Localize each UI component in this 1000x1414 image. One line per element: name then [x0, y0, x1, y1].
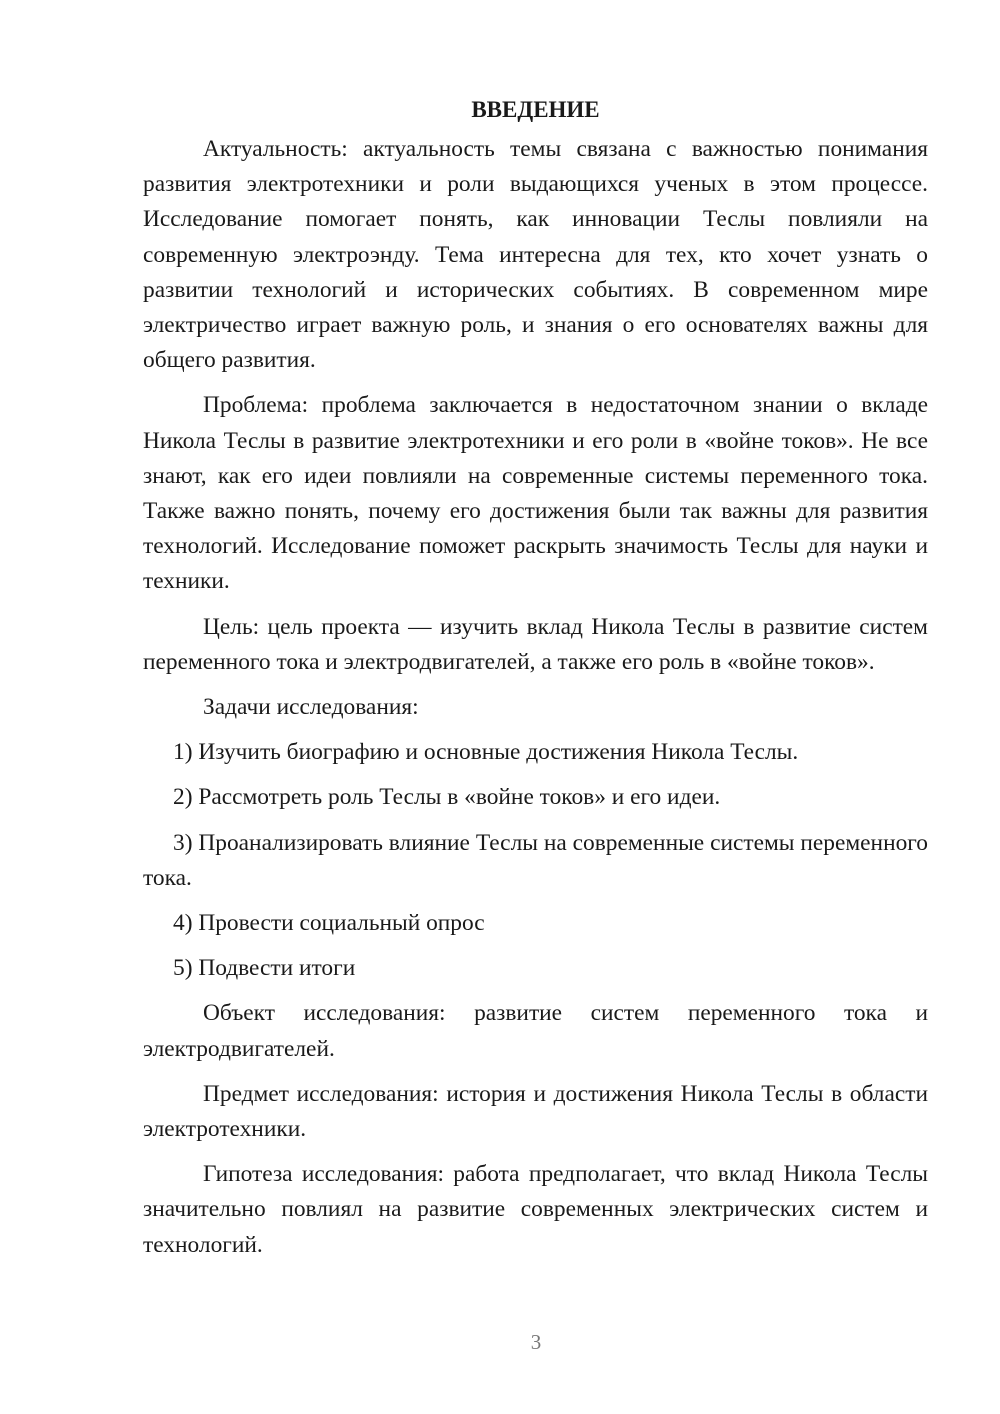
task-item-3: 3) Проанализировать влияние Теслы на современные системы переменного тока. — [143, 829, 928, 891]
task-item-5: 5) Подвести итоги — [173, 955, 356, 982]
task-item-1: 1) Изучить биографию и основные достижения Никола Теслы. — [173, 739, 799, 766]
section-title: ВВЕДЕНИЕ — [471, 97, 600, 122]
object-paragraph: Объект исследования: развитие систем переменного тока и электродвигателей. — [143, 1000, 928, 1062]
task-item-2: 2) Рассмотреть роль Теслы в «войне токов» и его идеи. — [173, 784, 721, 811]
problem-paragraph: Проблема: проблема заключается в недостаточном знании о вкладе Никола Теслы в развитие электротехники и его роли в «войне токов». Не все знают, как его идеи повлияли на современные системы переменного тока. Также важно понять, почему его достижения были так важны для развития технологий. Исследование поможет раскрыть значимость Теслы для науки и техники. — [143, 392, 928, 595]
hypothesis-paragraph: Гипотеза исследования: работа предполагает, что вклад Никола Теслы значительно повлиял на развитие современных электрических систем и технологий. — [143, 1161, 928, 1258]
task-item-4: 4) Провести социальный опрос — [173, 910, 485, 937]
document-page — [143, 92, 928, 1273]
page-number: 3 — [530, 1330, 542, 1354]
goal-paragraph: Цель: цель проекта — изучить вклад Никола Теслы в развитие систем переменного тока и электродвигателей, а также его роль в «войне токов». — [143, 613, 928, 675]
relevance-paragraph: Актуальность: актуальность темы связана с важностью понимания развития электротехники и роли выдающихся ученых в этом процессе. Исследование помогает понять, как инновации Теслы повлияли на современную электроэнду. Тема интересна для тех, кто хочет узнать о развитии технологий и исторических событиях. В современном мире электричество играет важную роль, и знания о его основателях важны для общего развития. — [143, 136, 928, 374]
tasks-heading: Задачи исследования: — [203, 694, 419, 721]
subject-paragraph: Предмет исследования: история и достижения Никола Теслы в области электротехники. — [143, 1080, 928, 1143]
